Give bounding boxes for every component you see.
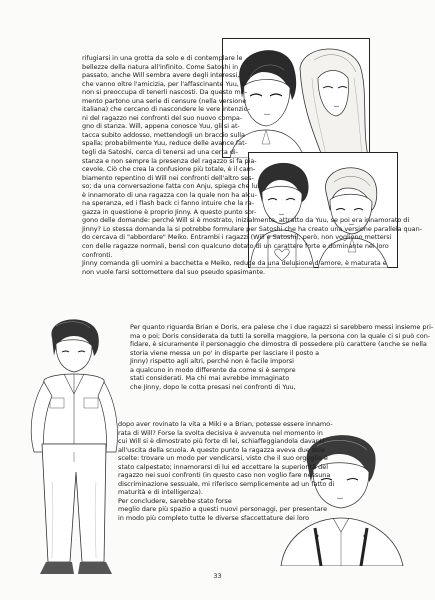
text-line: bellezze della natura all'infinito. Come Satoshi in — [82, 62, 239, 71]
text-line: mento partono una serie di censure (nella versione — [82, 96, 247, 105]
text-line: che vanno oltre l'amicizia, per l'affascinante Yuu, e — [82, 79, 245, 88]
text-line: ma o poi; Doris considerata da tutti la sorella maggiore, la persona con la quale ci si può con- — [130, 331, 431, 340]
text-line: passato, anche Will sembra avere degli interessi, — [82, 71, 240, 80]
text-line: è innamorato di una ragazza con la quale non ha alcu- — [82, 190, 257, 199]
text-line: stato calpestato; innamorarsi di lui ed accettare la superiorità del — [118, 462, 328, 471]
text-line: storia viene messa un po' in disparte per lasciare il posto a — [130, 348, 320, 357]
text-line: na speranza, ed i flash back ci fanno intuire che la ra- — [82, 199, 255, 208]
text-line: Jinny) rispetto agli altri, perché non è facile imporsi — [130, 357, 294, 366]
text-line: discriminazione sessuale, mi riferisco semplicemente ad un fatto di — [118, 479, 335, 488]
text-line: a qualcuno in modo differente da come si è sempre — [130, 365, 296, 374]
text-line: tacca subito addosso, mettendogli un braccio sulla — [82, 130, 245, 139]
text-line: confronti. — [82, 250, 113, 259]
text-line: rifugiarsi in una grotta da solo e di contemplare le — [82, 54, 243, 62]
article-text-top — [82, 54, 422, 276]
text-line: all'uscita della scuola. A questo punto la ragazza aveva due sole — [118, 445, 325, 454]
text-line: do cercava di "abbordare" Meiko. Entrambi i ragazzi (Will e Satoshi), però, non vogliono mettersi — [82, 233, 392, 242]
text-line: scelte: trovare un modo per vendicarsi, visto che il suo orgoglio è — [118, 454, 328, 463]
text-line: gno di stanza. Will, appena conosce Yuu, gli si at- — [82, 122, 240, 131]
text-line: gono delle domande: perché Will si è mostrato, inizialmente, attratto da Yuu, se poi era innamorato di — [82, 216, 410, 225]
text-line: che Jinny, dopo le cotta presasi nei confronti di Yuu, — [130, 382, 296, 391]
text-line: Per concludere, sarebbe stato forse — [118, 496, 232, 505]
text-line: in modo più completo tutte le diverse sfaccettature dei loro — [118, 514, 310, 523]
text-line: cui Will si è dimostrato più forte di lei, schiaffeggiandola davanti — [118, 437, 325, 446]
text-line: rata di Will? Forse la svolta decisiva è avvenuta nel momento in — [118, 428, 323, 437]
text-line: maturità e di intelligenza). — [118, 488, 203, 497]
text-line: stati considerati. Ma chi mai avrebbe immaginato — [130, 374, 290, 383]
text-line: meglio dare più spazio a questi nuovi personaggi, per presentare — [118, 505, 328, 514]
text-line: con delle ragazze normali, bensì con qualcuno dotato di un carattere forte e dominante nei loro — [82, 242, 389, 251]
text-line: Jinny comanda gli uomini a bacchetta e Meiko, reduce da una delusione d'amore, è maturata e — [82, 259, 387, 268]
text-line: fidare, è sicuramente il personaggio che dimostra di possedere più carattere (anche se nella — [130, 340, 427, 349]
text-line: gazza in questione è proprio Jinny. A questo punto sor- — [82, 207, 257, 216]
text-line: stanza e non sempre la presenza del ragazzo si fa pia- — [82, 156, 257, 165]
text-line: dopo aver rovinato la vita a Miki e a Brian, potesse essere innamo- — [118, 420, 333, 428]
text-line: Jinny? Lo stessa domanda la si potrebbe formulare per Satoshi che ha creato una versione parallela quan- — [82, 224, 422, 233]
illustration-jacket-boy — [22, 312, 126, 582]
article-text-bottom — [118, 420, 334, 523]
text-line: cevole. Ciò che crea la confusione più totale, è il cam- — [82, 165, 256, 174]
text-line: ni del ragazzo nei confronti del suo nuovo compa- — [82, 113, 243, 122]
text-line: ragazzo nei suoi confronti (in questo caso non voglio fare nessuna — [118, 471, 331, 480]
text-line: biamento repentino di Will nei confronti dell'altro ses- — [82, 173, 254, 182]
text-line: italiana) che cercano di nascondere le vere intenzio- — [82, 105, 251, 114]
text-line: non vuole farsi sottomettere dal suo pseudo spasimante. — [82, 267, 266, 276]
text-line: so; da una conversazione fatta con Anju, spiega che lui — [82, 182, 260, 191]
text-line: tegli da Satoshi, cerca di tenersi ad una certa di- — [82, 148, 238, 157]
text-line: non si preoccupa di tenerli nascosti. Da questo mo- — [82, 88, 248, 97]
page-number: 33 — [213, 572, 222, 580]
text-line: spalla; probabilmente Yuu, reduce delle avance fat- — [82, 139, 247, 148]
article-text-middle — [130, 323, 433, 391]
text-line: Per quanto riguarda Brian e Doris, era palese che i due ragazzi si sarebbero messi insieme pri- — [130, 323, 434, 331]
